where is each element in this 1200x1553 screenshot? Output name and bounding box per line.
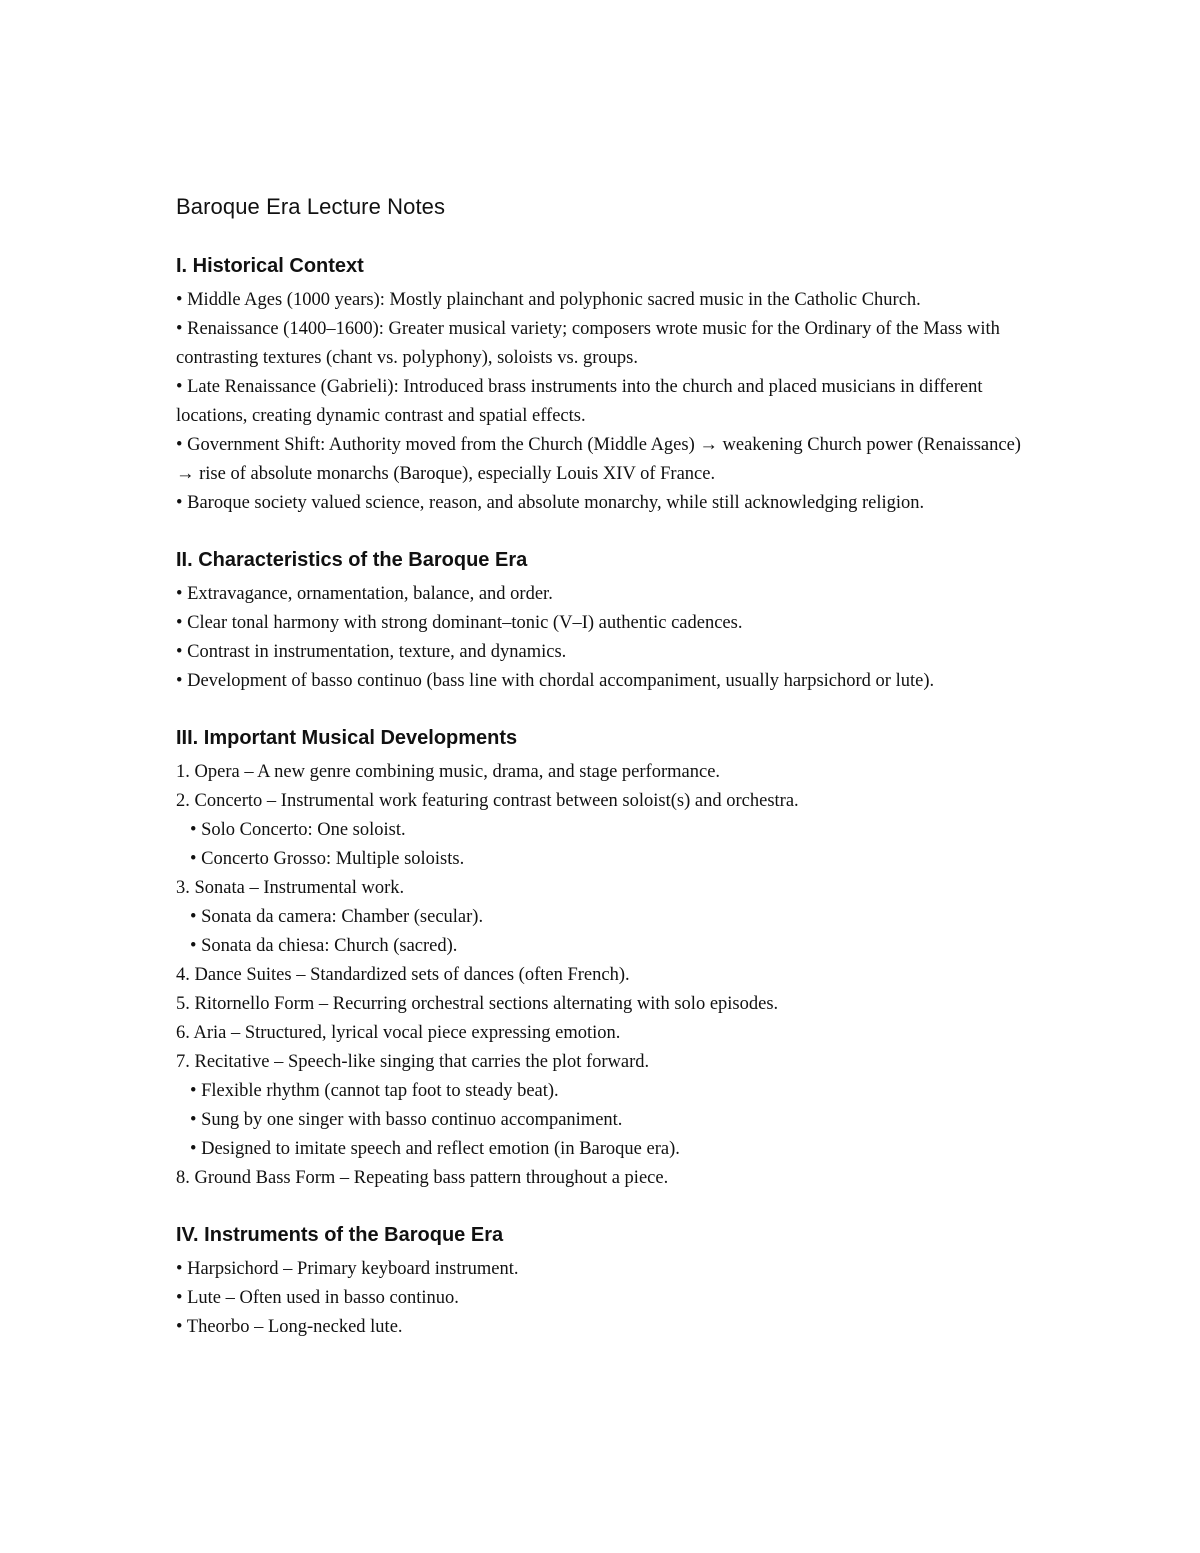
- section-instruments: [176, 1221, 1036, 1342]
- sub-bullet-item: • Concerto Grosso: Multiple soloists.: [190, 849, 465, 869]
- numbered-item: 1. Opera – A new genre combining music, drama, and stage performance.: [176, 762, 721, 782]
- section-historical-context: [176, 252, 1036, 518]
- bullet-item: • Extravagance, ornamentation, balance, and order.: [176, 584, 553, 604]
- numbered-item: 5. Ritornello Form – Recurring orchestral sections alternating with solo episodes.: [176, 994, 779, 1014]
- bullet-item: • Harpsichord – Primary keyboard instrument.: [176, 1259, 519, 1279]
- section-musical-developments: [176, 724, 1036, 1193]
- bullet-item: • Middle Ages (1000 years): Mostly plainchant and polyphonic sacred music in the Catholic Church.: [176, 290, 921, 310]
- section-heading: IV. Instruments of the Baroque Era: [176, 1224, 504, 1246]
- numbered-item: 4. Dance Suites – Standardized sets of dances (often French).: [176, 965, 630, 985]
- sub-bullet-item: • Sonata da camera: Chamber (secular).: [190, 907, 484, 927]
- section-heading: II. Characteristics of the Baroque Era: [176, 549, 528, 571]
- document-title: Baroque Era Lecture Notes: [176, 194, 446, 219]
- numbered-item: 3. Sonata – Instrumental work.: [176, 878, 405, 898]
- sub-bullet-item: • Solo Concerto: One soloist.: [190, 820, 406, 840]
- bullet-item: • Baroque society valued science, reason, and absolute monarchy, while still acknowledging religion.: [176, 493, 925, 513]
- section-heading: I. Historical Context: [176, 255, 364, 277]
- bullet-item: • Clear tonal harmony with strong dominant–tonic (V–I) authentic cadences.: [176, 613, 743, 633]
- numbered-item: 7. Recitative – Speech-like singing that carries the plot forward.: [176, 1052, 650, 1072]
- bullet-item: • Contrast in instrumentation, texture, and dynamics.: [176, 642, 567, 662]
- document-page: [176, 192, 1036, 1370]
- numbered-item: 8. Ground Bass Form – Repeating bass pattern throughout a piece.: [176, 1168, 669, 1188]
- numbered-item: 6. Aria – Structured, lyrical vocal piece expressing emotion.: [176, 1023, 621, 1043]
- bullet-item: • Lute – Often used in basso continuo.: [176, 1288, 459, 1308]
- bullet-item: • Late Renaissance (Gabrieli): Introduced brass instruments into the church and placed musicians in different locations, creating dynamic contrast and spatial effects.: [176, 377, 983, 426]
- bullet-item: • Renaissance (1400–1600): Greater musical variety; composers wrote music for the Ordinary of the Mass with contrasting textures (chant vs. polyphony), soloists vs. groups.: [176, 319, 1000, 368]
- numbered-item: 2. Concerto – Instrumental work featuring contrast between soloist(s) and orchestra.: [176, 791, 799, 811]
- sub-bullet-item: • Sung by one singer with basso continuo accompaniment.: [190, 1110, 623, 1130]
- sub-bullet-item: • Designed to imitate speech and reflect emotion (in Baroque era).: [190, 1139, 680, 1159]
- section-heading: III. Important Musical Developments: [176, 727, 518, 749]
- bullet-item: • Development of basso continuo (bass line with chordal accompaniment, usually harpsichord or lute).: [176, 671, 935, 691]
- sub-bullet-item: • Sonata da chiesa: Church (sacred).: [190, 936, 458, 956]
- section-characteristics: [176, 546, 1036, 696]
- bullet-item: • Theorbo – Long-necked lute.: [176, 1317, 403, 1337]
- bullet-item: • Government Shift: Authority moved from the Church (Middle Ages) → weakening Church power (Renaissance) → rise of absolute monarchs (Baroque), especially Louis XIV of France.: [176, 435, 1021, 484]
- sub-bullet-item: • Flexible rhythm (cannot tap foot to steady beat).: [190, 1081, 559, 1101]
